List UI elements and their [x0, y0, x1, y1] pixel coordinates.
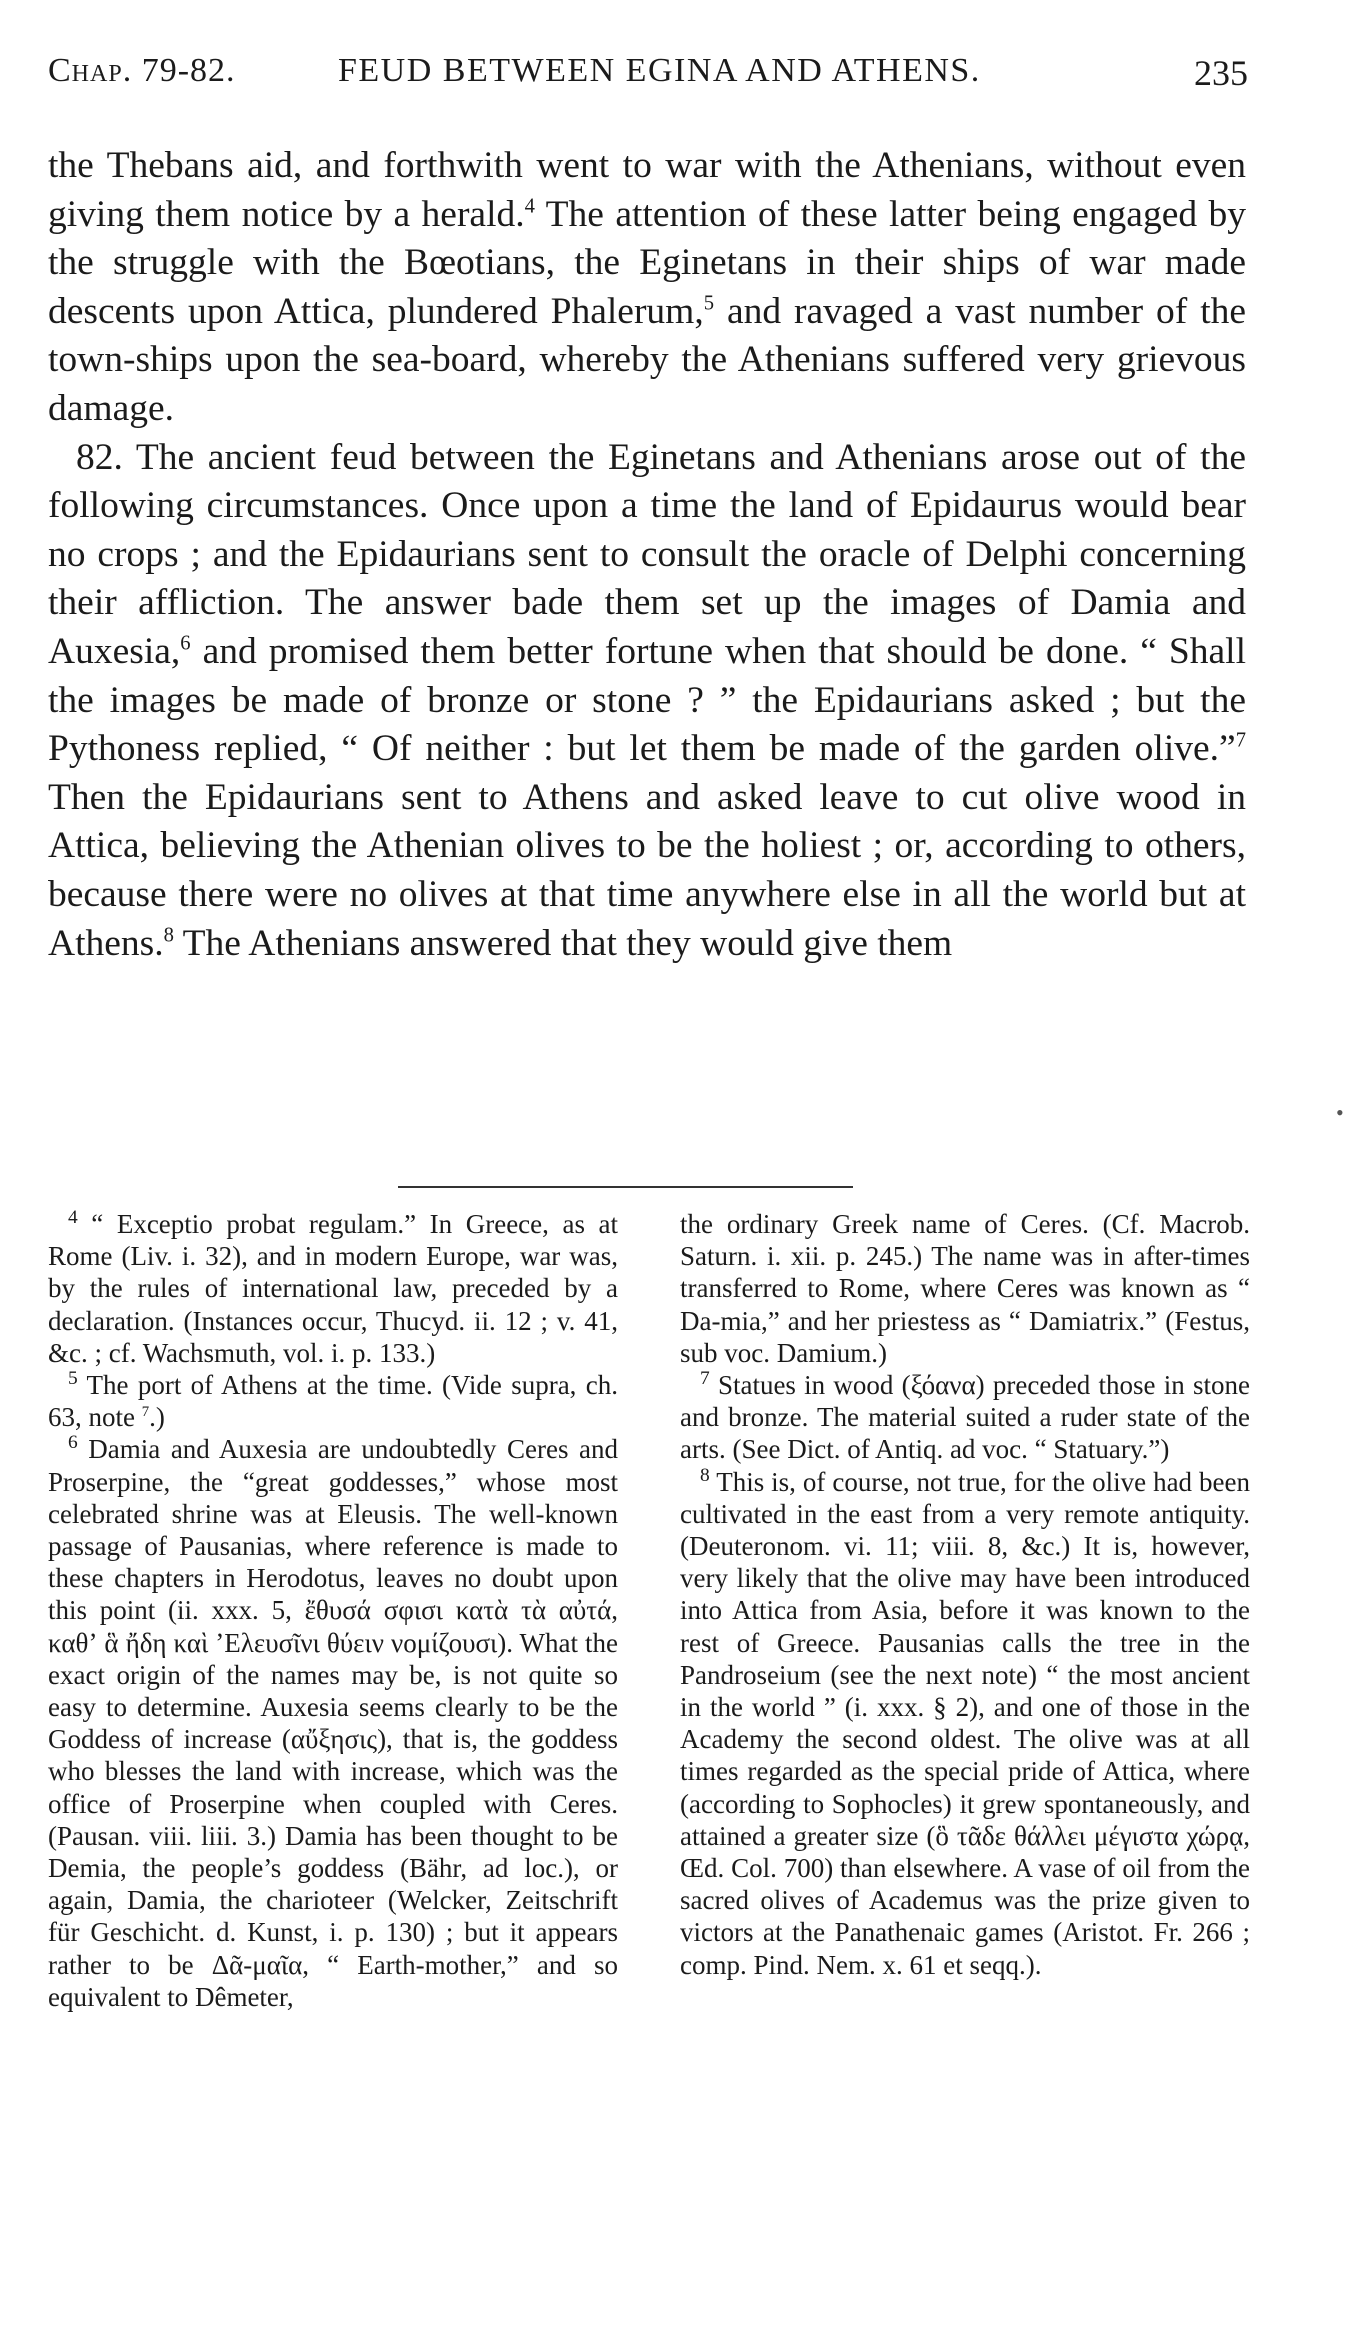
- running-header: [48, 52, 1248, 104]
- paragraph-continued: [48, 142, 1246, 434]
- footnote-8: [680, 1466, 1250, 1981]
- paragraph-82: [48, 434, 1246, 969]
- text-run: the Thebans aid, and forthwith went to war with the Athenians, without even giving them notice by a herald.: [48, 145, 1246, 235]
- footnote-ref[interactable]: 5: [703, 292, 715, 315]
- footnote-ref[interactable]: 4: [524, 195, 535, 218]
- margin-mark: •: [1336, 1100, 1344, 1125]
- footnote-number: 4: [68, 1207, 78, 1228]
- text-run: The attention of these latter being engaged by the struggle with the Bœotians, the Eginetans in their ships of war made descents upon Attica, plundered Phalerum,: [48, 193, 1246, 332]
- footnote-text: .): [149, 1402, 165, 1433]
- text-run: 82. The ancient feud between the Eginetans and Athenians arose out of the following circumstances. Once upon a time the land of Epidaurus would bear no crops ; and the Epidaurians sent to consult the oracle of Delphi concerning their affliction. The answer bade them set up the images of Damia and Auxesia,: [48, 436, 1246, 672]
- text-run: and promised them better fortune when that should be done. “ Shall the images be made of bronze or stone ? ” the Epidaurians asked ; but the Pythoness replied, “ Of neither : but let them be made of the garden olive.”: [48, 630, 1246, 770]
- chapter-reference: Chap. 79-82.: [48, 52, 236, 89]
- footnote-text: Damia and Auxesia are undoubtedly Ceres and Proserpine, the “great goddesses,” whose most celebrated shrine was at Eleusis. The well-known passage of Pausanias, where reference is made to these chapters in Herodotus, leaves no doubt upon this point (ii. xxx. 5, ἔθυσά σφισι κατὰ τὰ αὐτά, καθʼ ἃ ἤδη καὶ ʼΕλευσῖνι θύειν νομίζουσι). What the exact origin of the names may be, is not quite so easy to determine. Auxesia seems clearly to be the Goddess of increase (αὔξησις), that is, the goddess who blesses the land with increase, which was the office of Proserpine when coupled with Ceres. (Pausan. viii. liii. 3.) Damia has been thought to be Demia, the people’s goddess (Bähr, ad loc.), or again, Damia, the charioteer (Welcker, Zeitschrift für Geschicht. d. Kunst, i. p. 130) ; but it appears rather to be Δᾶ-μαῖα, “ Earth-mother,” and so equivalent to Dêmeter,: [48, 1434, 618, 2012]
- footnote-4: [48, 1208, 618, 1369]
- text-run: and ravaged a vast number of the town-ships upon the sea-board, whereby the Athenians suffered very grievous damage.: [48, 290, 1247, 429]
- footnote-ref[interactable]: 7: [141, 1404, 150, 1421]
- footnote-ref[interactable]: 7: [1235, 729, 1246, 752]
- footnote-text: The port of Athens at the time. (Vide supra, ch. 63, note: [48, 1370, 618, 1433]
- text-run: Then the Epidaurians sent to Athens and asked leave to cut olive wood in Attica, believing the Athenian olives to be the holiest ; or, according to others, because there were no olives at that time anywhere else in all the world but at Athens.: [48, 776, 1246, 964]
- footnotes-left-column: [48, 1208, 618, 2013]
- footnote-7: [680, 1369, 1250, 1466]
- footnote-text: “ Exceptio probat regulam.” In Greece, as at Rome (Liv. i. 32), and in modern Europe, war was, by the rules of international law, preceded by a declaration. (Instances occur, Thucyd. ii. 12 ; v. 41, &c. ; cf. Wachsmuth, vol. i. p. 133.): [48, 1209, 618, 1368]
- footnote-number: 8: [700, 1464, 710, 1486]
- footnote-text: This is, of course, not true, for the olive had been cultivated in the east from a very remote antiquity. (Deuteronom. vi. 11; viii. 8, &c.) It is, however, very likely that the olive may have been introduced into Attica from Asia, before it was known to the rest of Greece. Pausanias calls the tree in the Pandroseium (see the next note) “ the most ancient in the world ” (i. xxx. § 2), and one of those in the Academy the second oldest. The olive was at all times regarded as the special pride of Attica, where (according to Sophocles) it grew spontaneously, and attained a greater size (ὃ τᾶδε θάλλει μέγιστα χώρᾳ, Œd. Col. 700) than elsewhere. A vase of oil from the sacred olives of Academus was the prize given to victors at the Panathenaic games (Aristot. Fr. 266 ; comp. Pind. Nem. x. 61 et seqq.).: [680, 1466, 1250, 1980]
- footnote-text: Statues in wood (ξόανα) preceded those in stone and bronze. The material suited a ruder state of the arts. (See Dict. of Antiq. ad voc. “ Statuary.”): [680, 1370, 1250, 1465]
- main-text: [48, 142, 1246, 968]
- text-run: The Athenians answered that they would give them: [173, 922, 953, 964]
- footnotes-right-column: [680, 1208, 1250, 1981]
- page-number: 235: [1194, 53, 1248, 93]
- footnote-5: [48, 1369, 618, 1433]
- footnote-ref[interactable]: 8: [163, 924, 174, 946]
- footnote-text: the ordinary Greek name of Ceres. (Cf. Macrob. Saturn. i. xii. p. 245.) The name was in after-times transferred to Rome, where Ceres was known as “ Da-mia,” and her priestess as “ Damiatrix.” (Festus, sub voc. Damium.): [680, 1209, 1250, 1368]
- footnote-6: [48, 1433, 618, 2013]
- footnote-number: 5: [68, 1368, 78, 1390]
- footnote-divider: [398, 1186, 853, 1188]
- footnote-6-continued: [680, 1208, 1250, 1369]
- footnote-ref[interactable]: 6: [180, 632, 191, 655]
- footnote-number: 6: [68, 1432, 78, 1454]
- running-title: FEUD BETWEEN EGINA AND ATHENS.: [338, 52, 981, 89]
- footnote-number: 7: [700, 1368, 710, 1390]
